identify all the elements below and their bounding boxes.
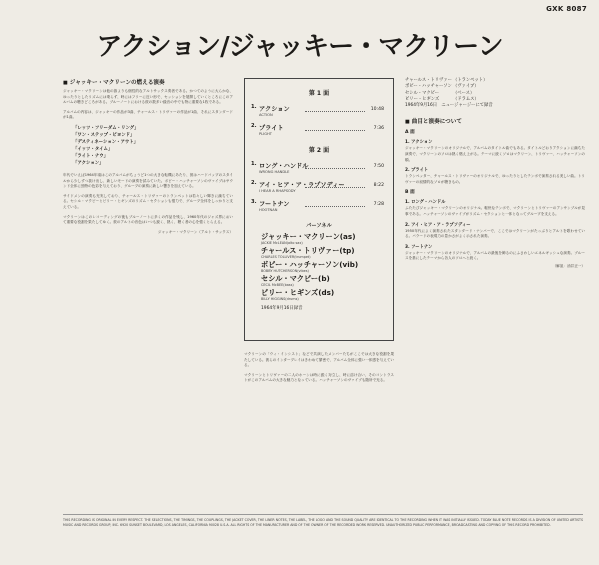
side-1-heading: 第 1 面 — [308, 90, 330, 97]
tracklist-box — [244, 78, 394, 341]
left-body — [63, 173, 233, 235]
member-name-ja: ジャッキー・マクリーン(as) — [261, 232, 356, 241]
lineup-name: チャールス・トリヴァー — [405, 78, 452, 83]
track-number: 2. — [251, 123, 257, 129]
track-title-en: HOOTNAN — [259, 208, 278, 212]
author-credit: （解説：油井正一） — [552, 264, 585, 269]
leader-dots — [305, 111, 365, 112]
member-name-en: JACKIE McLEAN(alto sax) — [261, 241, 303, 245]
track-title-en: WRONG HANDLE — [259, 170, 290, 174]
member-name-en: CHARLES TOLLIVER(trumpet) — [261, 255, 311, 259]
paragraph: 年代でいえば1964年頃はこのアルバムがちょうど1つの大きな転機にあたり、彼はハードバップのスタイルから少しずつ抜け出し、新しいモードの演奏を試みていた。ボビー・ハッチャーソンのヴァイブはサウンド全体に独特の色彩を与えており、グループの演奏に新しい響きを加えている。 — [63, 172, 233, 189]
track-note-text: ジャッキー・マクリーンのオリジナルで、アルバムのタイトル曲でもある。タイトルどおりアクションに満ちた演奏で、マクリーンのソロは熱く燃え上がる。テーマに続くソロはマクリーン、トリヴァー、ハッチャーソンの順。 — [405, 146, 585, 162]
track-time: 10:48 — [370, 107, 384, 112]
lineup-instrument: （トランペット） — [453, 78, 488, 83]
track-title-ja: アイ・ヒア・ア・ラプソディー — [259, 182, 345, 189]
leader-dots — [305, 187, 365, 188]
lineup-name: ビリー・ヒギンズ — [405, 96, 440, 102]
paragraph: マクリーンはこのレコーディングの後もブルーノートに多くの作品を残し、1960年代のジャズ界において重要な役割を果たしてゆく。彼のアルトの音色はいつも鋭く、熱く、聴く者の心を強くとらえる。 — [63, 214, 233, 225]
side-b-heading: B 面 — [405, 190, 415, 196]
lineup-name: セシル・マクビー — [405, 90, 440, 96]
personnel-member — [245, 233, 393, 245]
track-title-en: ACTION — [259, 113, 273, 117]
leader-dots — [305, 130, 365, 131]
tune-item: 「アクション」 — [73, 160, 104, 166]
track-note-heading: 1. ロング・ハンドル — [405, 200, 446, 206]
member-name-en: BOBBY HUTCHERSON(vibes) — [261, 269, 309, 273]
track-item — [245, 180, 393, 193]
tune-item: 「レッツ・フリーダム・リング」 — [73, 125, 139, 131]
track-note-text: トランペッター、チャールス・トリヴァーのオリジナルで、ゆったりとしたテンポで演奏される美しい曲。トリヴァーの叙情的なソロが聴きもの。 — [405, 174, 585, 184]
track-item — [245, 199, 393, 212]
personnel-member — [245, 247, 393, 259]
track-number: 2. — [251, 180, 257, 186]
legal-disclaimer: THIS RECORDING IS ORIGINAL IN EVERY RESPECT. THE SELECTIONS, THE TIMINGS, THE COUPLINGS, THE JACKET COVER, THE LINER NOTES, THE LABEL, THE LOGO AND THE SOUND QUALITY ARE IDENTICAL TO THE RECORDING WHEN IT WAS INITIALLY ISSUED. TODAY BLUE NOTE RECORDS IS A DIVISION OF UNITED ARTISTS MUSIC AND RECORDS GROUP, INC. 6920 SUNSET BOULEVARD, LOS ANGELES, CALIFORNIA 90028 U.S.A. ALL RIGHTS OF THE MANUFACTURER AND OF THE OWNER OF THE RECORDED WORK RESERVED. UNAUTHORIZED PUBLIC PERFORMANCE, BROADCASTING AND COPYING OF THIS RECORD PROHIBITED. — [63, 518, 583, 527]
lineup-note: 1964年9月16日 ニュージャージーにて録音 — [405, 103, 493, 109]
tune-item: 「ワン・ステップ・ビヨンド」 — [73, 132, 135, 138]
personnel-member — [245, 261, 393, 273]
tune-item: 「イッツ・タイム」 — [73, 146, 113, 152]
track-note-text: ジャッキー・マクリーンのオリジナルで、アルバムの最後を飾るのにふさわしいエネルギッシュな演奏。ブルースを基にしたテーマから各人のソロへと続く。 — [405, 250, 585, 261]
tune-list — [73, 125, 233, 167]
member-name-en: BILLY HIGGINS(drums) — [261, 297, 299, 301]
track-item — [245, 161, 393, 174]
member-name-ja: セシル・マクビー(b) — [261, 274, 330, 283]
track-time: 7:36 — [373, 126, 384, 131]
recording-date: 1964年9月16日録音 — [261, 306, 303, 311]
right-heading: ■ 曲目と演奏について — [405, 117, 585, 125]
track-note-heading: 3. フートナン — [405, 244, 433, 250]
lineup-instrument: （ベース） — [453, 90, 475, 96]
track-item — [245, 123, 393, 136]
paragraph: ジャッキー・マクリーンは他の誰よりも個性的なアルトサックス奏者である。かつてのように大らかな、ゆったりとしたリズムには乗らず、時にはフリーに近い形で、セッションを展開していくところにこのアルバムの聴きどころがある。ブルーノートにおける彼の数多い録音の中でも特に重要な1枚である。 — [63, 89, 233, 105]
track-number: 1. — [251, 161, 257, 167]
lineup-instrument: （ヴァイブ） — [453, 84, 479, 90]
middle-body — [244, 352, 394, 388]
personnel-member — [245, 275, 393, 287]
lineup-name: ボビー・ハッチャーソン — [405, 84, 452, 90]
right-column — [405, 78, 585, 270]
track-note-text: 1950年代によく演奏されたスタンダード・ナンバーで、ここではマクリーンがたっぷりとアルトを歌わせている。バラードの表現力の豊かさがよく示された演奏。 — [405, 228, 585, 239]
track-time: 8:22 — [373, 183, 384, 188]
member-name-ja: チャールス・トリヴァー(tp) — [261, 246, 355, 255]
track-time: 7:28 — [373, 202, 384, 207]
member-name-ja: ボビー・ハッチャーソン(vib) — [261, 260, 359, 269]
left-column — [63, 78, 233, 239]
track-title-ja: アクション — [259, 106, 290, 113]
leader-dots — [305, 206, 365, 207]
personnel-heading: パーソネル — [306, 223, 332, 229]
left-intro — [63, 89, 233, 121]
author-credit: ジャッキー・マクリーン（アルト・サックス） — [157, 229, 233, 234]
paragraph: アルバムの内容は、ジャッキーの作品が3曲、チャールス・トリヴァーの作品が1曲、それにスタンダードが1曲。 — [63, 109, 233, 120]
track-note-heading: 2. プライト — [405, 168, 429, 174]
paragraph: マクリーンとトリヴァーの二人のホーンは時に鋭く対立し、時に溶け合い、そのコントラストがこのアルバムの大きな魅力となっている。ハッチャーソンのヴァイブも随所で光る。 — [244, 372, 394, 383]
member-name-en: CECIL McBEE(bass) — [261, 283, 294, 287]
track-title-en: I HEAR A RHAPSODY — [259, 189, 296, 193]
track-title-ja: ロング・ハンドル — [259, 163, 309, 170]
personnel-member — [245, 289, 393, 301]
track-title-ja: プライト — [259, 125, 284, 132]
member-name-ja: ビリー・ヒギンズ(ds) — [261, 288, 335, 297]
side-a-heading: A 面 — [405, 130, 415, 136]
track-number: 3. — [251, 199, 257, 205]
album-title: アクション/ジャッキー・マクリーン — [96, 32, 503, 62]
track-title-ja: フートナン — [259, 201, 290, 208]
catalog-number: GXK 8087 — [546, 5, 587, 13]
track-note-heading: 1. アクション — [405, 140, 433, 146]
track-title-en: PLIGHT — [259, 132, 272, 136]
paragraph: マクリーンの「ウィ・インシスト」などで共演したメンバーたちがここでは大きな役割を果たしている。彼らのインタープレイはきわめて緊密で、アルバム全体に強い一体感を与えている。 — [244, 352, 394, 368]
tune-item: 「ライト・ナウ」 — [73, 153, 108, 159]
leader-dots — [305, 168, 365, 169]
track-note-text: ふたたびジャッキー・マクリーンのオリジナル。軽快なテンポで、マクリーンとトリヴァーのアンサンブルが見事である。ハッチャーソンのヴァイブがリズム・セクションと一体となってグループを支える。 — [405, 206, 585, 217]
lineup-list — [405, 78, 585, 109]
track-item — [245, 104, 393, 117]
side-2-heading: 第 2 面 — [308, 147, 330, 154]
divider — [63, 514, 583, 515]
left-heading: ■ ジャッキー・マクリーンの燃える演奏 — [63, 78, 233, 86]
track-number: 1. — [251, 104, 257, 110]
lineup-instrument: （ドラムス） — [453, 96, 479, 102]
tune-item: 「デスティネーション・アウト」 — [73, 139, 139, 145]
track-note-heading: 2. アイ・ヒア・ア・ラプソディー — [405, 222, 471, 228]
track-time: 7:50 — [373, 164, 384, 169]
paragraph: サイドメンの演奏も充実しており、チャールス・トリヴァーのトランペットは若々しい輝きに満ちている。セシル・マクビーとビリー・ヒギンズのリズム・セクションも強力で、グループ全体をしっかりと支えている。 — [63, 193, 233, 209]
